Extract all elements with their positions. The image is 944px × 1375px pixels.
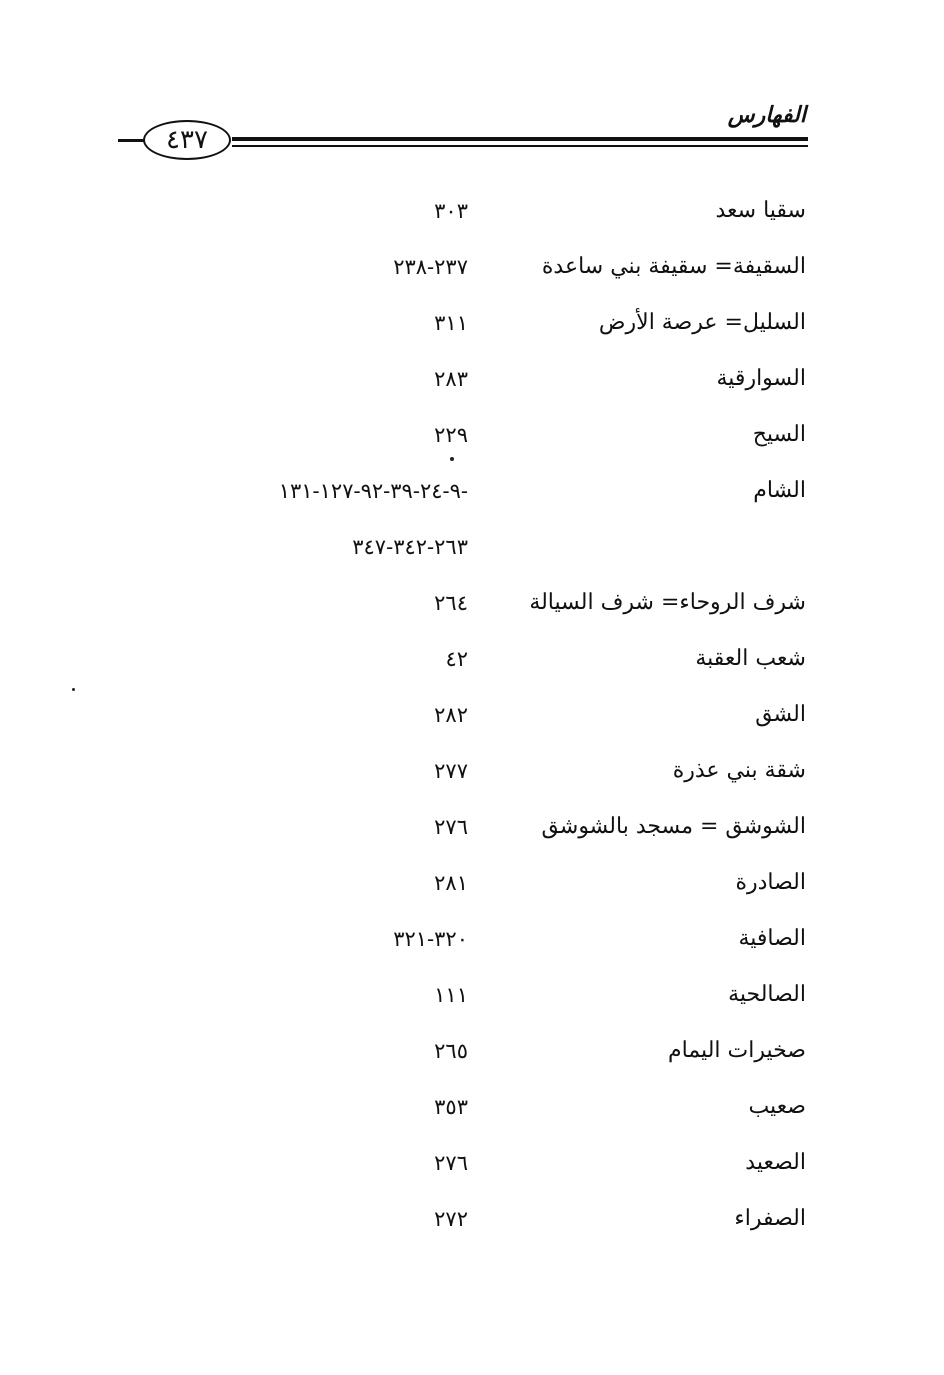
index-entry <box>0 690 944 746</box>
entry-term: شعب العقبة <box>695 646 806 671</box>
index-entry <box>0 1194 944 1250</box>
entry-pages: ٤٢ <box>445 647 468 671</box>
entry-pages: -٩-٢٤-٣٩-٩٢-١٢٧-١٣١ <box>278 479 468 503</box>
index-entry <box>0 466 944 522</box>
entry-term: الصعيد <box>745 1150 806 1175</box>
entry-pages: ٢٨٣ <box>434 367 468 391</box>
entry-term: السليل= عرصة الأرض <box>598 310 806 335</box>
entry-pages: ٢٣٧-٢٣٨ <box>393 255 468 279</box>
entry-pages: ١١١ <box>434 983 468 1007</box>
entry-term: الصالحية <box>728 982 806 1007</box>
index-entries <box>0 186 944 1250</box>
entry-term: صعيب <box>748 1094 806 1119</box>
entry-pages: ٢٨١ <box>434 871 468 895</box>
index-entry <box>0 354 944 410</box>
index-entry <box>0 970 944 1026</box>
entry-pages: ٢٧٧ <box>434 759 468 783</box>
entry-pages: ٣٥٣ <box>434 1095 468 1119</box>
entry-term: صخيرات اليمام <box>668 1038 806 1063</box>
entry-term: السوارقية <box>716 366 806 391</box>
entry-pages: ٢٧٦ <box>434 815 468 839</box>
entry-pages: ٢٦٥ <box>434 1039 468 1063</box>
index-entry <box>0 186 944 242</box>
entry-pages: ٣٠٣ <box>434 199 468 223</box>
entry-term: الصادرة <box>735 870 806 895</box>
entry-term: سقيا سعد <box>715 198 806 223</box>
entry-pages: ٢٢٩ <box>434 423 468 447</box>
scan-speck <box>72 688 75 691</box>
entry-term: شقة بني عذرة <box>672 758 806 783</box>
entry-pages: ٢٦٣-٣٤٢-٣٤٧ <box>352 535 468 559</box>
entry-pages: ٢٧٦ <box>434 1151 468 1175</box>
entry-pages: ٢٦٤ <box>434 591 468 615</box>
entry-term: الصافية <box>738 926 806 951</box>
header-rule-thick <box>232 137 808 141</box>
entry-term: السقيفة= سقيفة بني ساعدة <box>541 254 806 279</box>
index-entry <box>0 1138 944 1194</box>
index-entry <box>0 746 944 802</box>
entry-pages: ٢٨٢ <box>434 703 468 727</box>
index-entry <box>0 298 944 354</box>
index-entry <box>0 578 944 634</box>
entry-term: الشام <box>753 478 806 503</box>
index-entry <box>0 914 944 970</box>
index-entry <box>0 802 944 858</box>
entry-pages: ٢٧٢ <box>434 1207 468 1231</box>
entry-pages: ٣١١ <box>434 311 468 335</box>
scan-speck <box>450 457 454 461</box>
running-title: الفهارس <box>727 102 806 128</box>
index-entry <box>0 1082 944 1138</box>
index-entry <box>0 242 944 298</box>
entry-term: الشوشق = مسجد بالشوشق <box>541 814 806 839</box>
header-rule-thin <box>232 145 808 147</box>
index-entry <box>0 410 944 466</box>
page-number: ٤٣٧ <box>143 120 231 160</box>
entry-term: السيح <box>752 422 806 447</box>
entry-term: الصفراء <box>734 1206 806 1231</box>
index-entry <box>0 858 944 914</box>
index-entry <box>0 1026 944 1082</box>
entry-term: شرف الروحاء= شرف السيالة <box>529 590 806 615</box>
page-number-lead-line <box>118 139 144 142</box>
entry-pages: ٣٢٠-٣٢١ <box>393 927 468 951</box>
index-entry-continuation <box>0 522 944 578</box>
entry-term: الشق <box>755 702 806 727</box>
index-entry <box>0 634 944 690</box>
